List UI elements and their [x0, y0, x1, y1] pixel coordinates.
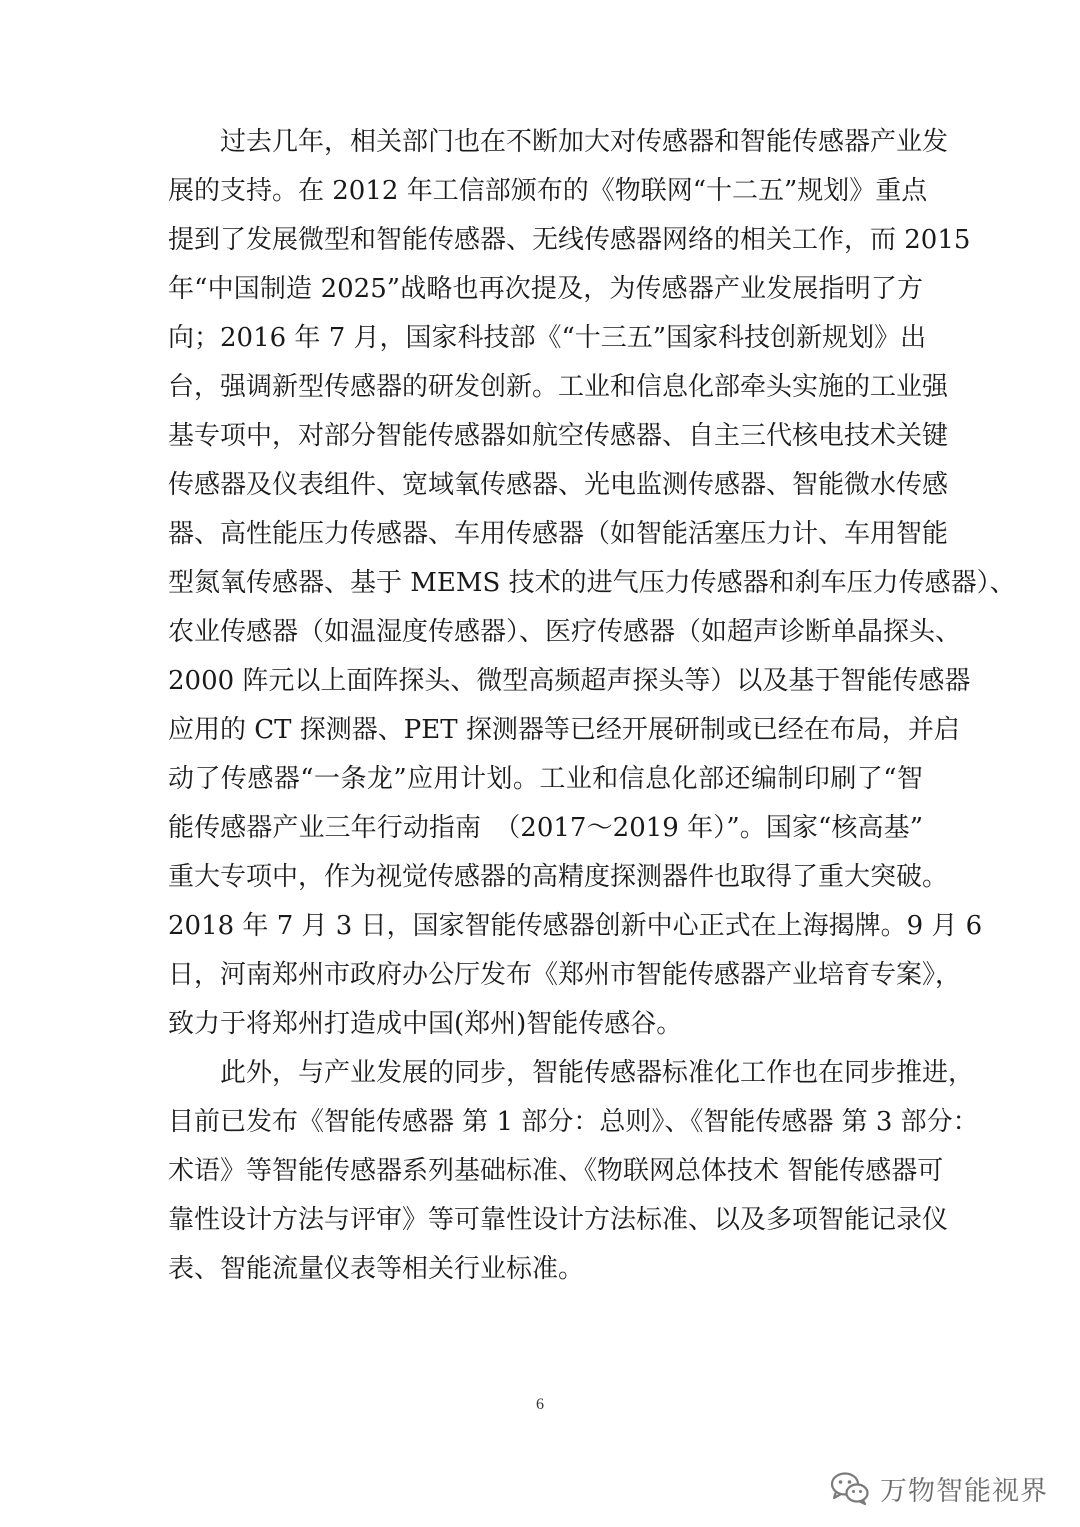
text-line: 向；2016 年 7 月，国家科技部《“十三五”国家科技创新规划》出 [168, 323, 927, 353]
text-line: 应用的 CT 探测器、PET 探测器等已经开展研制或已经在布局，并启 [168, 715, 960, 745]
text-line: 靠性设计方法与评审》等可靠性设计方法标准、以及多项智能记录仪 [168, 1205, 949, 1235]
text-line: 目前已发布《智能传感器 第 1 部分：总则》、《智能传感器 第 3 部分： [168, 1107, 979, 1137]
text-line: 传感器及仪表组件、宽域氧传感器、光电监测传感器、智能微水传感 [168, 470, 949, 500]
text-line: 展的支持。在 2012 年工信部颁布的《物联网“十二五”规划》重点 [168, 176, 928, 206]
text-line: 2018 年 7 月 3 日，国家智能传感器创新中心正式在上海揭牌。9 月 6 [168, 911, 983, 941]
text-line: 动了传感器“一条龙”应用计划。工业和信息化部还编制印刷了“智 [168, 764, 923, 794]
text-line: 日，河南郑州市政府办公厅发布《郑州市智能传感器产业培育专案》， [168, 960, 962, 990]
page-number: 6 [536, 1396, 544, 1413]
text-line: 2000 阵元以上面阵探头、微型高频超声探头等）以及基于智能传感器 [168, 666, 971, 696]
wechat-icon [830, 1471, 870, 1505]
paragraph-1 [168, 118, 1016, 1049]
watermark [830, 1464, 1048, 1512]
text-line: 能传感器产业三年行动指南 （2017～2019 年）”。国家“核高基” [168, 813, 923, 843]
text-line: 型氮氧传感器、基于 MEMS 技术的进气压力传感器和刹车压力传感器）、 [168, 568, 1016, 598]
text-line: 重大专项中，作为视觉传感器的高精度探测器件也取得了重大突破。 [168, 862, 949, 892]
watermark-text: 万物智能视界 [880, 1475, 1048, 1507]
text-line: 此外，与产业发展的同步，智能传感器标准化工作也在同步推进， [220, 1058, 975, 1088]
text-line: 年“中国制造 2025”战略也再次提及，为传感器产业发展指明了方 [168, 274, 923, 304]
text-line: 台，强调新型传感器的研发创新。工业和信息化部牵头实施的工业强 [168, 372, 949, 402]
text-line: 基专项中，对部分智能传感器如航空传感器、自主三代核电技术关键 [168, 421, 949, 451]
text-line: 过去几年，相关部门也在不断加大对传感器和智能传感器产业发 [220, 127, 949, 157]
paragraph-2 [168, 1049, 979, 1294]
text-line: 术语》等智能传感器系列基础标准、《物联网总体技术 智能传感器可 [168, 1156, 944, 1186]
text-line: 致力于将郑州打造成中国(郑州)智能传感谷。 [168, 1009, 683, 1039]
text-line: 表、智能流量仪表等相关行业标准。 [168, 1254, 585, 1284]
document-body [168, 118, 1016, 1294]
text-line: 农业传感器（如温湿度传感器）、医疗传感器（如超声诊断单晶探头、 [168, 617, 962, 647]
text-line: 器、高性能压力传感器、车用传感器（如智能活塞压力计、车用智能 [168, 519, 949, 549]
text-line: 提到了发展微型和智能传感器、无线传感器网络的相关工作，而 2015 [168, 225, 971, 255]
